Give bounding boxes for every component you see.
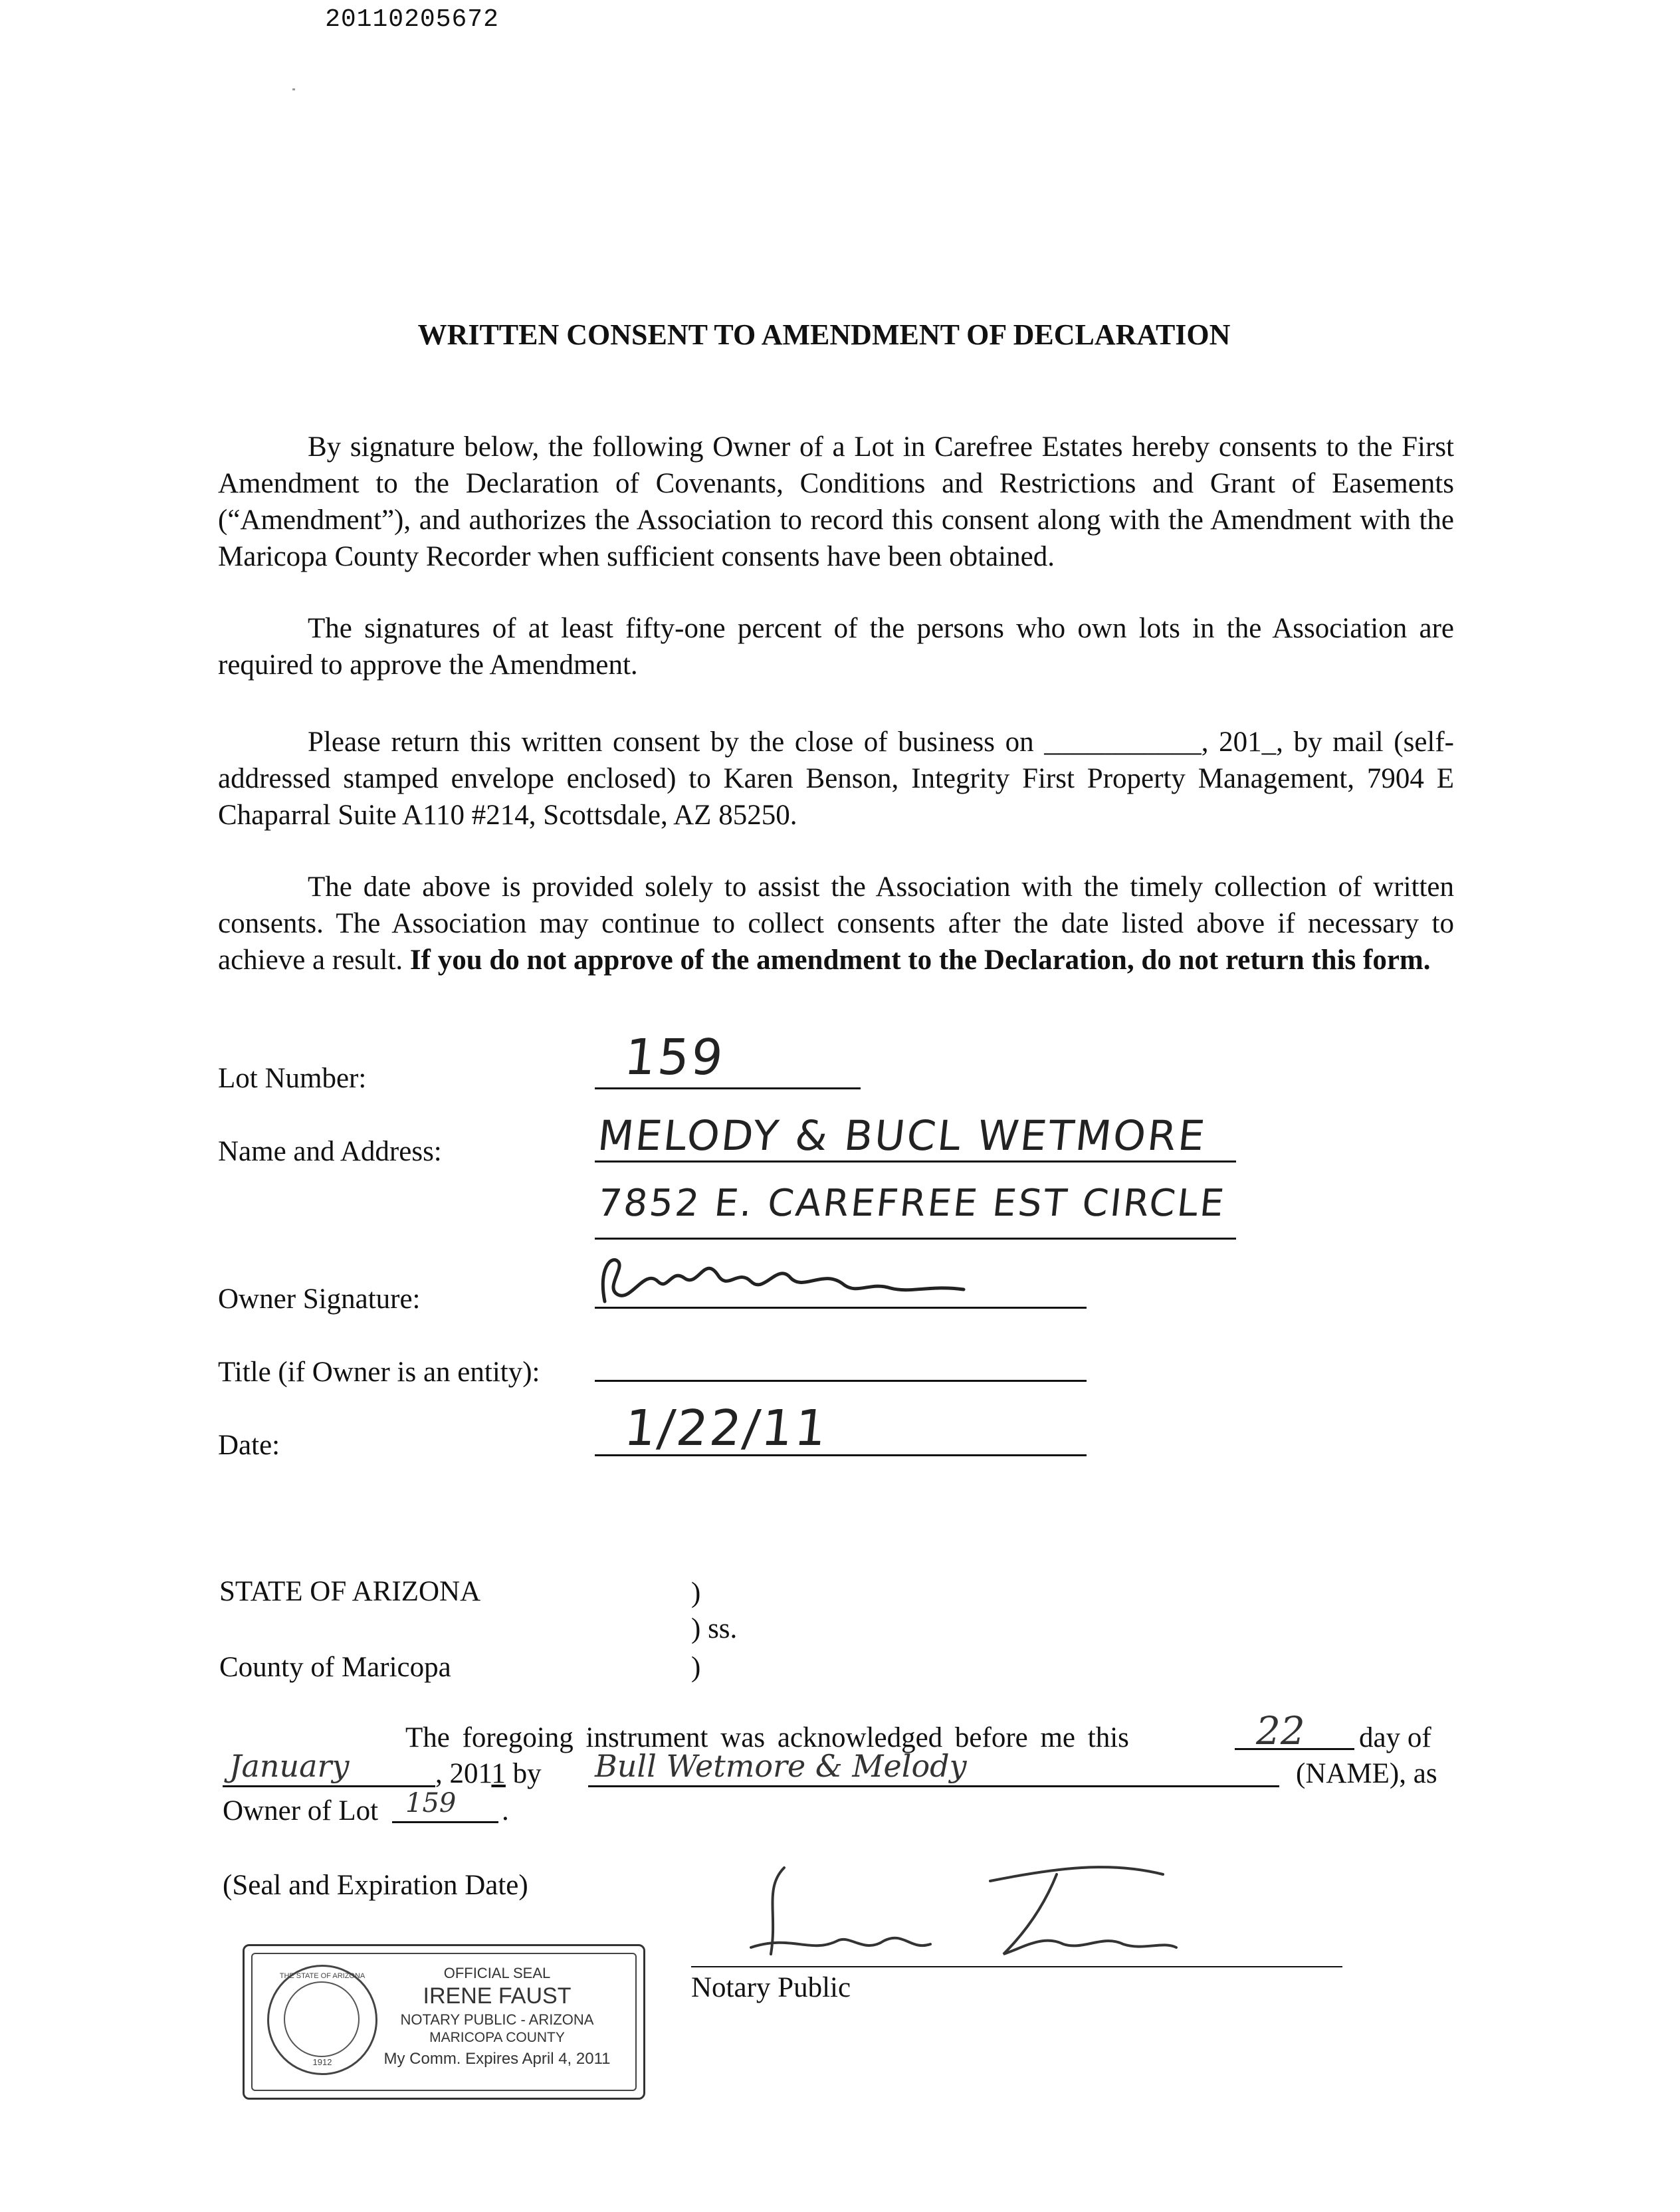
year-prefix: , 201 [435, 1758, 492, 1789]
state-label: STATE OF ARIZONA [219, 1576, 481, 1607]
seal-notary-name: IRENE FAUST [423, 1983, 572, 2009]
state-seal-emblem [267, 1965, 377, 2075]
paragraph-date-note-warning: If you do not approve of the amendment to the Declaration, do not return this form. [409, 944, 1431, 976]
day-of-text: day of [1359, 1722, 1431, 1753]
owner-lot-value: 159 [405, 1788, 457, 1819]
day-value: 22 [1256, 1708, 1305, 1753]
notary-signature [711, 1854, 1190, 1967]
seal-line-2: MARICOPA COUNTY [429, 2030, 565, 2045]
lot-number-value: 159 [621, 1029, 728, 1086]
acknowledgment-text: The foregoing instrument was acknowledged before me this [405, 1722, 1129, 1753]
by-text: by [505, 1758, 542, 1789]
seal-official-label: OFFICIAL SEAL [443, 1965, 551, 1981]
paragraph-return-instructions-text: Please return this written consent by the close of business on ___________, 201_, by mail (self-addressed stamped envelope enclosed) to Karen Benson, Integrity First Property Management, 7904 E Chaparral Suite A110 #214, Scottsdale, AZ 85250. [218, 726, 1454, 831]
venue-paren-1: ) [691, 1577, 701, 1608]
title-label: Title (if Owner is an entity): [218, 1357, 540, 1388]
seal-line-3: My Comm. Expires April 4, 2011 [383, 2050, 611, 2068]
address-line [595, 1238, 1236, 1240]
owner-signature [591, 1242, 1003, 1315]
year-text [435, 1757, 542, 1790]
owner-signature-label: Owner Signature: [218, 1283, 421, 1315]
name-value: MELODY & BUCL WETMORE [595, 1111, 1209, 1160]
paragraph-consent-text: By signature below, the following Owner of a Lot in Carefree Estates hereby consents to the First Amendment to the Declaration of Covenants, Conditions and Restrictions and Grant of Easements (“Amendment”), and authorizes the Association to record this consent along with the Amendment with the Maricopa County Recorder when sufficient consents have been obtained. [218, 431, 1454, 572]
name-as-text: (NAME), as [1296, 1758, 1437, 1789]
address-value: 7852 E. CAREFREE EST CIRCLE [595, 1182, 1228, 1225]
venue-paren-3: ) [691, 1652, 701, 1683]
paragraph-date-note [218, 869, 1454, 978]
document-number: 20110205672 [325, 5, 499, 34]
paragraph-signature-requirement-text: The signatures of at least fifty-one percent of the persons who own lots in the Association are required to approve the Amendment. [218, 613, 1454, 681]
state-seal-year: 1912 [312, 2057, 332, 2067]
state-seal-inner-ring [284, 1981, 360, 2057]
title-line [595, 1380, 1087, 1382]
name-address-label: Name and Address: [218, 1136, 442, 1167]
notary-name-line [588, 1785, 1279, 1787]
owner-of-lot-label: Owner of Lot [223, 1795, 379, 1826]
lot-number-line [595, 1087, 861, 1089]
lot-number-label: Lot Number: [218, 1063, 367, 1094]
owner-lot-line [392, 1821, 498, 1823]
page-title: WRITTEN CONSENT TO AMENDMENT OF DECLARATION [417, 318, 1231, 351]
state-seal-ring-text: THE STATE OF ARIZONA [279, 1972, 366, 1980]
venue-ss: ) ss. [691, 1613, 738, 1644]
date-value: 1/22/11 [621, 1400, 831, 1457]
date-label: Date: [218, 1430, 280, 1461]
seal-line-1: NOTARY PUBLIC - ARIZONA [400, 2011, 594, 2028]
paragraph-signature-requirement [218, 610, 1454, 683]
owner-lot-period: . [502, 1795, 509, 1826]
month-value: January [229, 1748, 350, 1784]
paragraph-date-note-text: The date above is provided solely to assist the Association with the timely collection of written consents. The Association may continue to collect consents after the date listed above if necessary to achieve a result. [218, 871, 1454, 976]
name-line [595, 1161, 1236, 1162]
notary-seal-stamp [243, 1944, 645, 2100]
paragraph-return-instructions [218, 724, 1454, 833]
notary-name-value: Bull Wetmore & Melody [595, 1748, 967, 1784]
month-line [223, 1785, 435, 1787]
paragraph-consent [218, 429, 1454, 575]
year-suffix: 1 [491, 1758, 506, 1789]
scan-speck [292, 88, 295, 90]
notary-public-label: Notary Public [691, 1972, 851, 2003]
county-label: County of Maricopa [219, 1652, 451, 1683]
seal-expiration-label: (Seal and Expiration Date) [223, 1870, 528, 1901]
